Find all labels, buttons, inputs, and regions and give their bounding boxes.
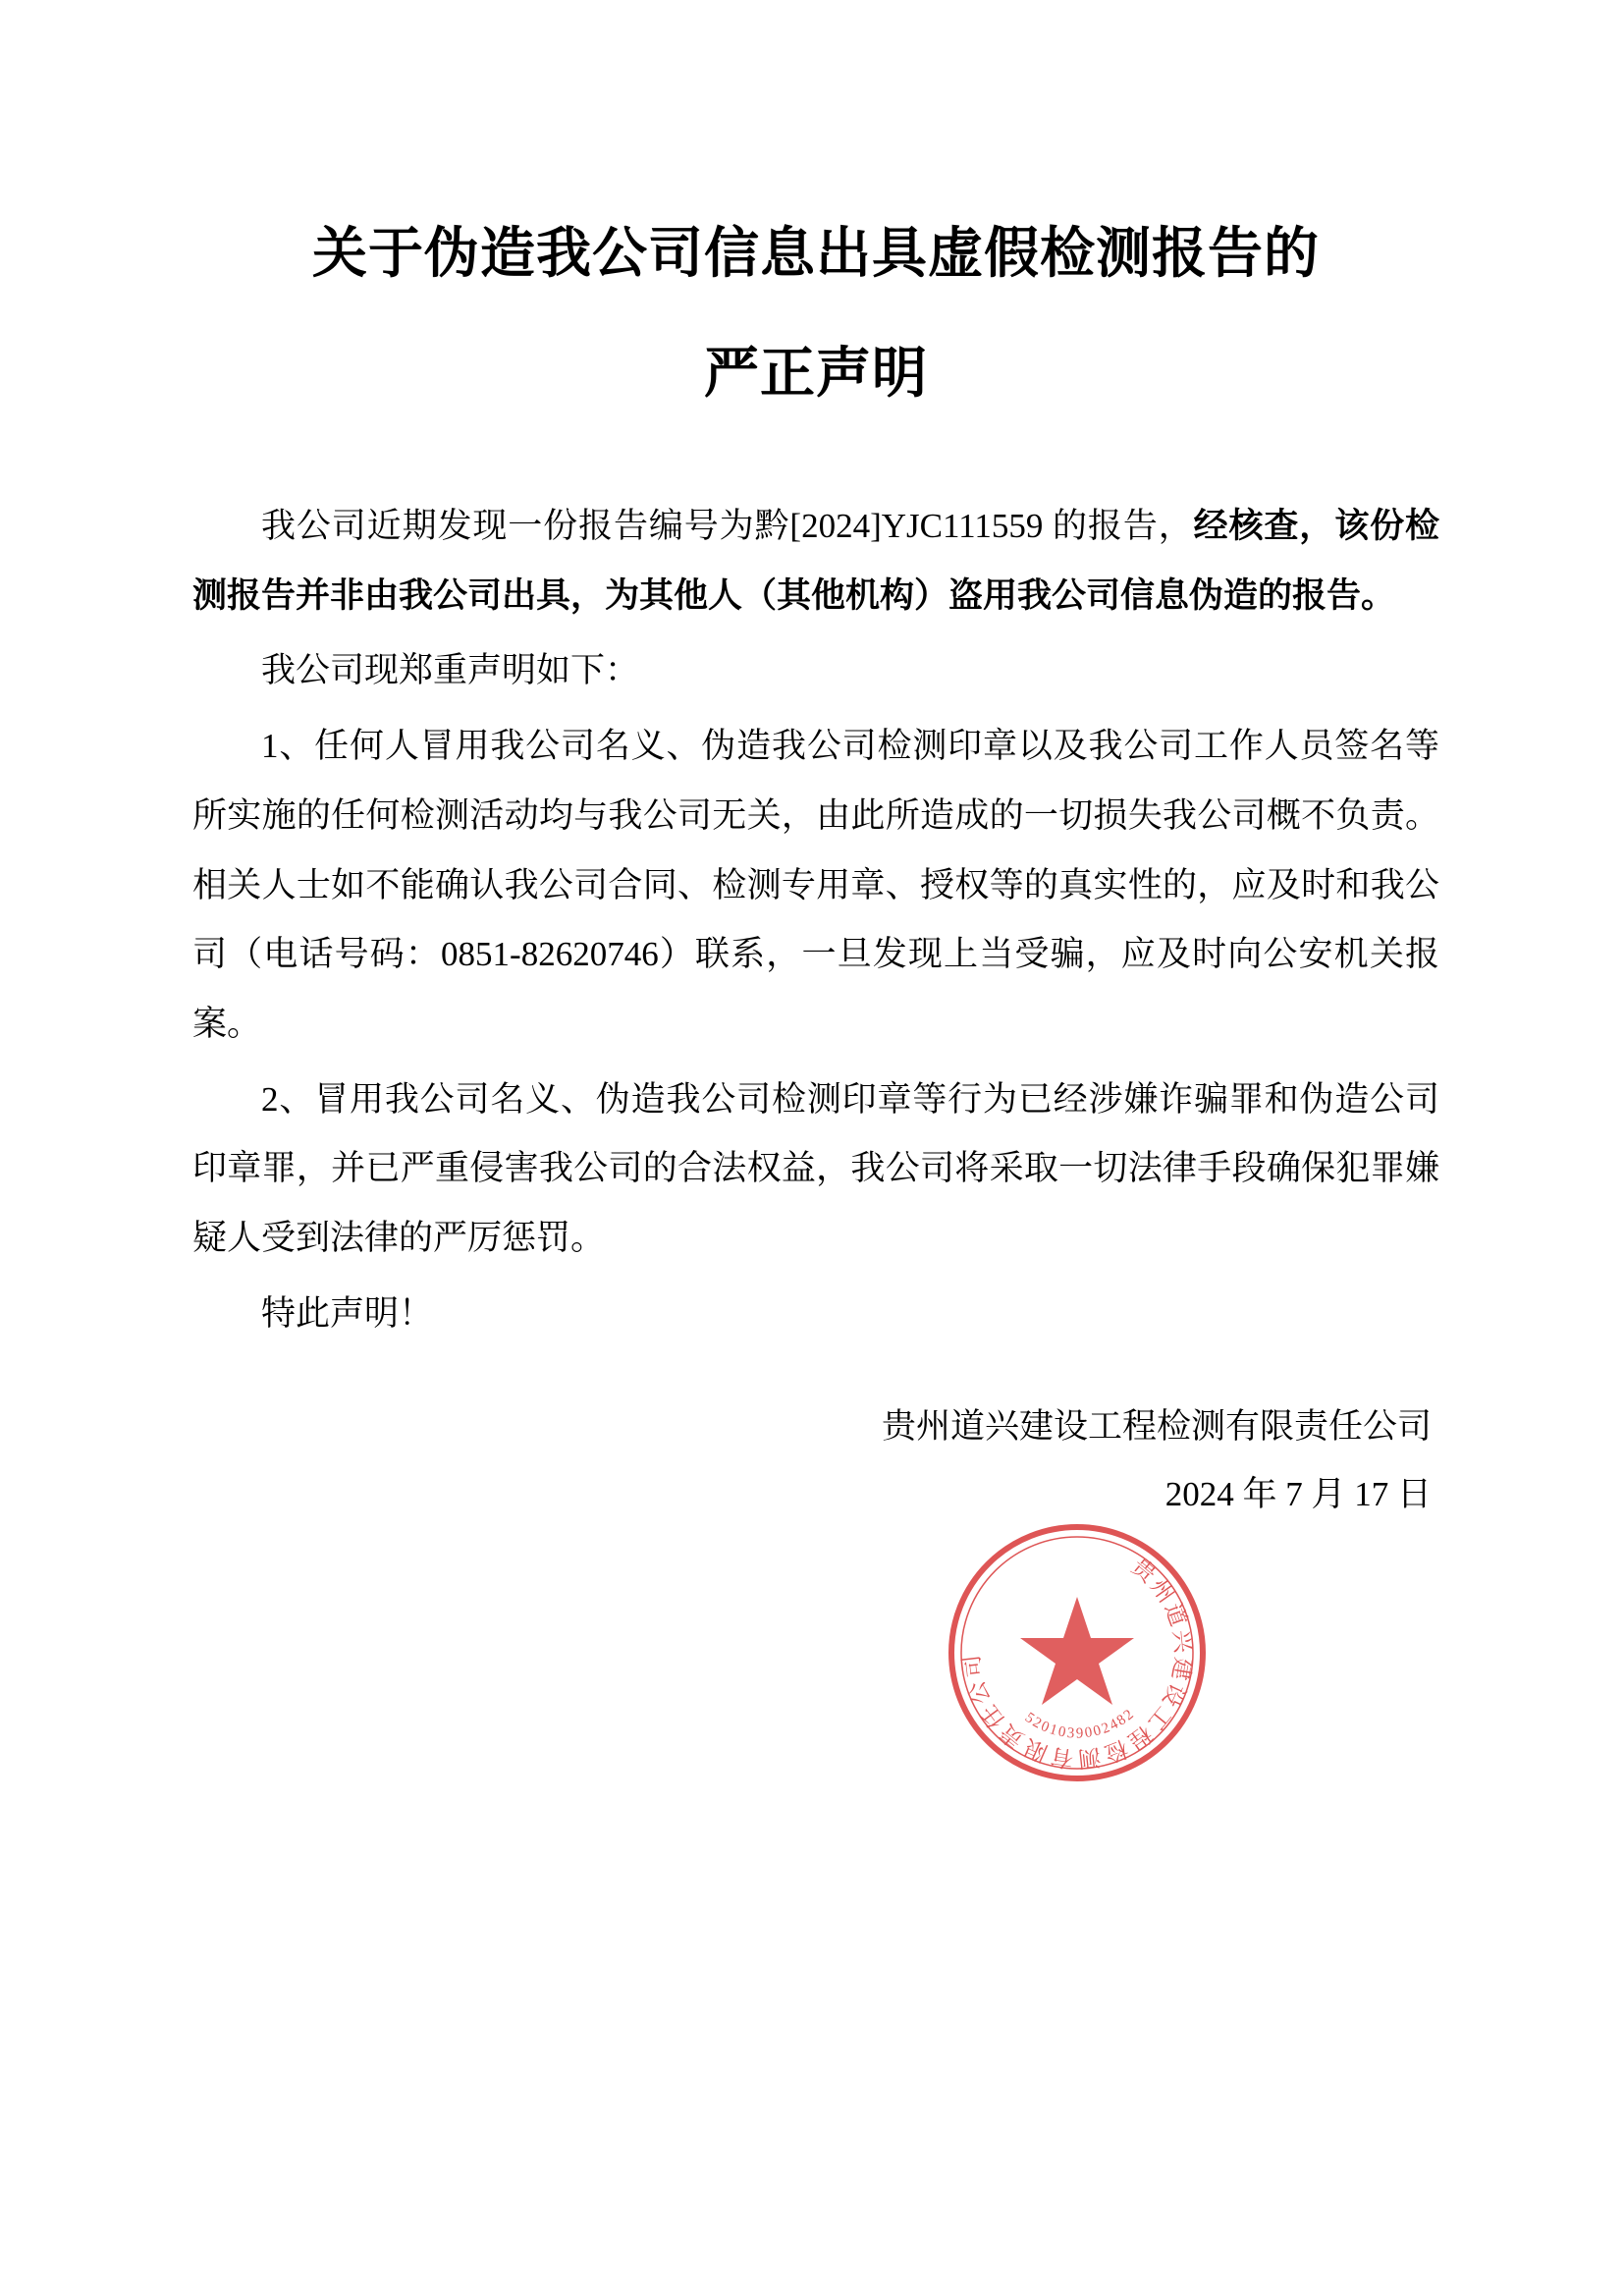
seal-ring-text: 贵州道兴建设工程检测有限责任公司 — [958, 1554, 1196, 1772]
document-body — [192, 492, 1439, 1528]
svg-text:贵州道兴建设工程检测有限责任公司 — [958, 1555, 1195, 1772]
company-seal-stamp — [945, 1520, 1210, 1785]
signature-block — [192, 1394, 1439, 1528]
paragraph-3-run-1: 1、任何人冒用我公司名义、伪造我公司检测印章以及我公司工作人员签名等所实施的任何检测活动均与我公司无关，由此所造成的一切损失我公司概不负责。相关人士如不能确认我公司合同、检测专用章、授权等的真实性的，应及时和我公司（电话号码：0851-82620746）联系，一旦发现上当受骗，应及时向公安机关报案。 — [192, 727, 1439, 1043]
paragraph-1-run-1: 我公司近期发现一份报告编号为黔[2024]YJC111559 的报告， — [261, 507, 1194, 546]
paragraph-3 — [192, 712, 1439, 1059]
paragraph-2-run-1: 我公司现郑重声明如下： — [261, 651, 640, 690]
paragraph-4 — [192, 1066, 1439, 1274]
signature-company: 贵州道兴建设工程检测有限责任公司 — [881, 1407, 1432, 1447]
paragraph-4-run-1: 2、冒用我公司名义、伪造我公司检测印章等行为已经涉嫌诈骗罪和伪造公司印章罪，并已严重侵害我公司的合法权益，我公司将采取一切法律手段确保犯罪嫌疑人受到法律的严厉惩罚。 — [192, 1079, 1439, 1257]
document-content — [192, 175, 1439, 1528]
paragraph-2 — [192, 636, 1439, 706]
paragraph-1 — [192, 492, 1439, 630]
paragraph-5-run-1: 特此声明！ — [261, 1293, 434, 1333]
svg-text:5201039002482 — [1022, 1706, 1138, 1742]
title-line-1: 关于伪造我公司信息出具虚假检测报告的 — [312, 223, 1320, 285]
signature-date: 2024 年 7 月 17 日 — [1164, 1474, 1432, 1513]
title-line-2: 严正声明 — [704, 344, 928, 406]
seal-bottom-code: 5201039002482 — [1021, 1705, 1139, 1742]
page-title — [192, 212, 1439, 418]
paragraph-1-run-2: 经核查，该份检测报告并非由我公司出具，为其他人（其他机构）盗用我公司信息伪造的报告。 — [192, 507, 1439, 615]
paragraph-5 — [192, 1280, 1439, 1349]
